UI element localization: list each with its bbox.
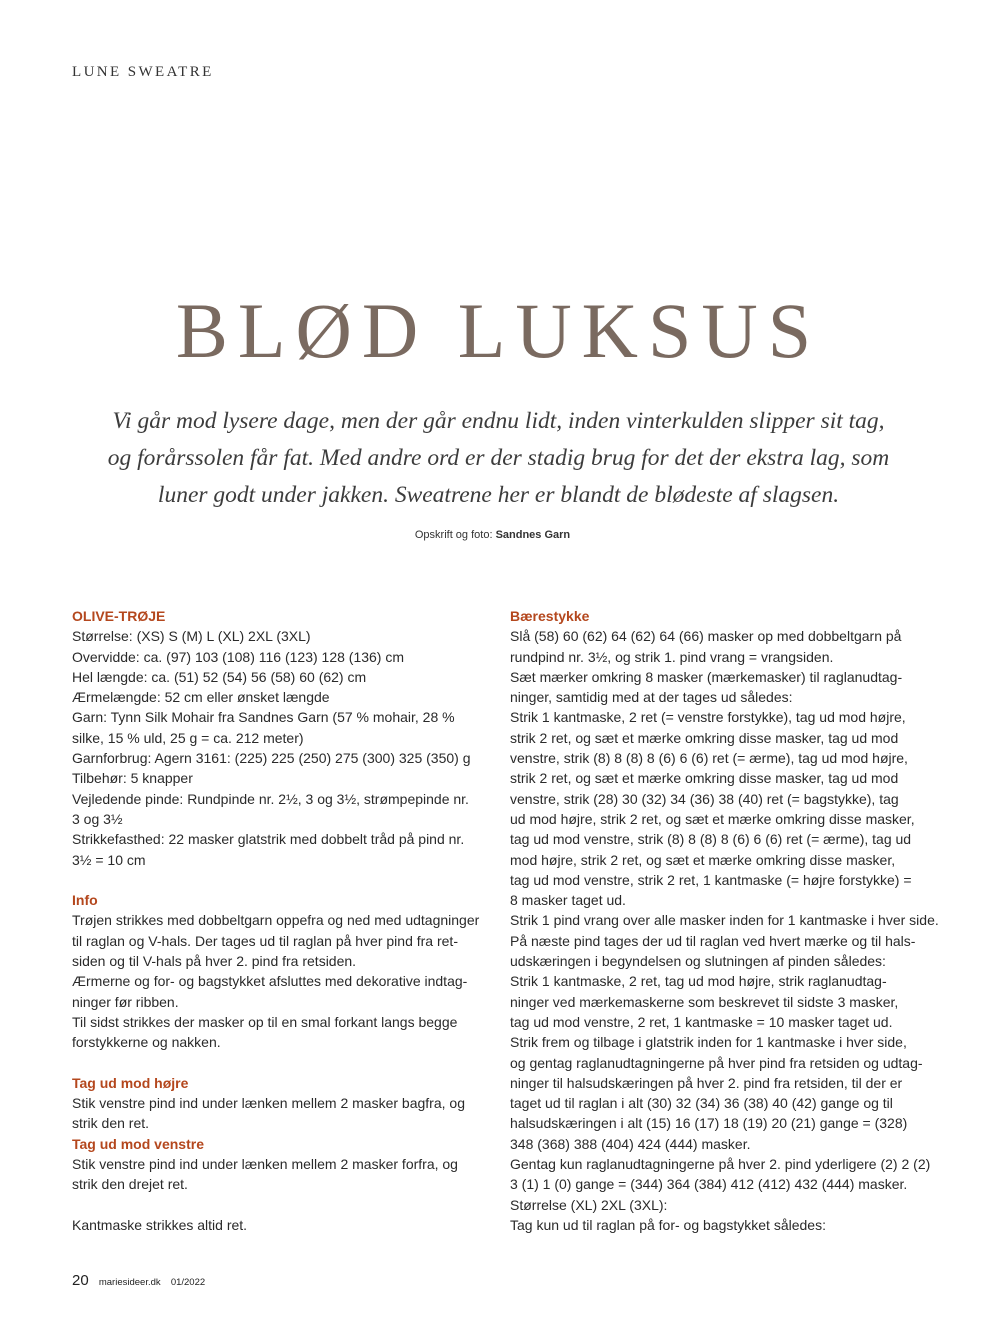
pattern-line: Strik 1 kantmaske, 2 ret (= venstre forstykke), tag ud mod højre,	[510, 709, 906, 726]
pattern-line: 8 masker taget ud.	[510, 892, 626, 909]
pattern-line: halsudskæringen i alt (15) 16 (17) 18 (19) 20 (21) gange = (328)	[510, 1115, 908, 1132]
pattern-line: Strik 1 kantmaske, 2 ret, tag ud mod højre, strik raglanudtag-	[510, 973, 887, 990]
spec-line: silke, 15 % uld, 25 g = ca. 212 meter)	[72, 729, 304, 746]
pattern-line: tag ud mod venstre, strik 2 ret, 1 kantmaske (= højre forstykke) =	[510, 871, 912, 888]
pattern-line: Strik 1 pind vrang over alle masker inden for 1 kantmaske i hver side.	[510, 912, 939, 929]
article-title: BLØD LUKSUS	[175, 287, 822, 374]
pattern-line: Gentag kun raglanudtagningerne på hver 2. pind yderligere (2) 2 (2)	[510, 1156, 931, 1173]
pattern-line: taget ud til raglan i alt (30) 32 (34) 36 (38) 40 (42) gange og til	[510, 1095, 893, 1112]
pattern-line: ninger ved mærkemaskerne som beskrevet til sidste 3 masker,	[510, 993, 899, 1010]
spec-line: Garnforbrug: Agern 3161: (225) 225 (250) 275 (300) 325 (350) g	[72, 750, 471, 767]
spec-line: 3½ = 10 cm	[72, 851, 146, 868]
pattern-line: tag ud mod venstre, strik (8) 8 (8) 8 (6) 6 (6) ret (= ærme), tag ud	[510, 831, 912, 848]
credit-label: Opskrift og foto:	[414, 529, 496, 541]
edge-note: Kantmaske strikkes altid ret.	[72, 1216, 248, 1233]
pattern-line: 348 (368) 388 (404) 424 (444) masker.	[510, 1135, 751, 1152]
section-heading-increase-right: Tag ud mod højre	[72, 1074, 189, 1091]
photo-credit	[0, 529, 985, 541]
pattern-line: tag ud mod venstre, 2 ret, 1 kantmaske = 10 masker taget ud.	[510, 1013, 893, 1030]
section-heading-yoke: Bærestykke	[510, 608, 590, 624]
lead-line: og forårssolen får fat. Med andre ord er der stadig brug for det der ekstra lag, som	[107, 445, 890, 471]
spec-line: Ærmelængde: 52 cm eller ønsket længde	[72, 689, 330, 706]
issue-number: 01/2022	[170, 1277, 206, 1288]
pattern-line: Strik frem og tilbage i glatstrik inden for 1 kantmaske i hver side,	[510, 1034, 907, 1051]
pattern-line: Slå (58) 60 (62) 64 (62) 64 (66) masker op med dobbeltgarn på	[510, 628, 902, 645]
info-line: Ærmerne og for- og bagstykket afsluttes med dekorative indtag-	[72, 973, 468, 990]
pattern-line: rundpind nr. 3½, og strik 1. pind vrang = vrangsiden.	[510, 648, 834, 665]
section-label: LUNE SWEATRE	[72, 64, 214, 80]
pattern-line: ninger til halsudskæringen på hver 2. pind fra retsiden, til der er	[510, 1074, 903, 1091]
spec-line: Tilbehør: 5 knapper	[72, 770, 193, 787]
pattern-line: ud mod højre, strik 2 ret, og sæt et mærke omkring disse masker,	[510, 810, 915, 827]
pattern-line: og gentag raglanudtagningerne på hver pind fra retsiden og udtag-	[510, 1054, 923, 1071]
info-line: Trøjen strikkes med dobbeltgarn oppefra og ned med udtagninger	[72, 912, 480, 929]
spec-line: Garn: Tynn Silk Mohair fra Sandnes Garn (57 % mohair, 28 %	[72, 709, 455, 726]
pattern-line: På næste pind tages der ud til raglan ved hvert mærke og til hals-	[510, 932, 916, 949]
left-column	[72, 606, 492, 1235]
pattern-line: venstre, strik (8) 8 (8) 8 (6) 6 (6) ret (= ærme), tag ud mod højre,	[510, 750, 908, 767]
spec-line: 3 og 3½	[72, 810, 123, 827]
spec-line: Størrelse: (XS) S (M) L (XL) 2XL (3XL)	[72, 628, 311, 645]
spec-line: Overvidde: ca. (97) 103 (108) 116 (123) 128 (136) cm	[72, 648, 405, 665]
info-line: siden og til V-hals på hver 2. pind fra retsiden.	[72, 953, 357, 970]
site-name: mariesideer.dk	[98, 1277, 161, 1288]
pattern-line: strik 2 ret, og sæt et mærke omkring disse masker, tag ud mod	[510, 770, 899, 787]
page-footer	[72, 1272, 205, 1289]
lead-line: luner godt under jakken. Sweatrene her er blandt de blødeste af slagsen.	[157, 482, 840, 508]
credit-value: Sandnes Garn	[495, 529, 571, 541]
page-number: 20	[72, 1272, 89, 1289]
section-heading-info: Info	[72, 892, 98, 909]
pattern-line: ninger, samtidig med at der tages ud således:	[510, 689, 793, 706]
article-lead	[60, 403, 937, 514]
pattern-line: strik 2 ret, og sæt et mærke omkring disse masker, tag ud mod	[510, 729, 899, 746]
info-line: til raglan og V-hals. Der tages ud til raglan på hver pind fra ret-	[72, 932, 458, 949]
pattern-line: Størrelse (XL) 2XL (3XL):	[510, 1196, 668, 1213]
instruction-line: strik den drejet ret.	[72, 1176, 188, 1193]
instruction-line: Stik venstre pind ind under lænken mellem 2 masker bagfra, og	[72, 1095, 465, 1112]
info-line: ninger før ribben.	[72, 993, 179, 1010]
spec-line: Vejledende pinde: Rundpinde nr. 2½, 3 og 3½, strømpepinde nr.	[72, 790, 469, 807]
section-heading-olive: OLIVE-TRØJE	[72, 608, 166, 624]
spec-line: Strikkefasthed: 22 masker glatstrik med dobbelt tråd på pind nr.	[72, 831, 465, 848]
right-column	[510, 606, 939, 1235]
instruction-line: strik den ret.	[72, 1115, 150, 1132]
spec-line: Hel længde: ca. (51) 52 (54) 56 (58) 60 (62) cm	[72, 668, 367, 685]
info-line: Til sidst strikkes der masker op til en smal forkant langs begge	[72, 1013, 458, 1030]
pattern-line: Tag kun ud til raglan på for- og bagstykket således:	[510, 1216, 826, 1233]
pattern-line: udskæringen i begyndelsen og slutningen af pinden således:	[510, 953, 886, 970]
pattern-line: mod højre, strik 2 ret, og sæt et mærke omkring disse masker,	[510, 851, 896, 868]
section-heading-increase-left: Tag ud mod venstre	[72, 1135, 204, 1152]
instruction-line: Stik venstre pind ind under lænken mellem 2 masker forfra, og	[72, 1156, 458, 1173]
pattern-line: 3 (1) 1 (0) gange = (344) 364 (384) 412 (412) 432 (444) masker.	[510, 1176, 908, 1193]
pattern-line: Sæt mærker omkring 8 masker (mærkemasker) til raglanudtag-	[510, 668, 903, 685]
info-line: forstykkerne og nakken.	[72, 1034, 221, 1051]
lead-line: Vi går mod lysere dage, men der går endnu lidt, inden vinterkulden slipper sit tag,	[112, 408, 885, 434]
pattern-line: venstre, strik (28) 30 (32) 34 (36) 38 (40) ret (= bagstykke), tag	[510, 790, 899, 807]
